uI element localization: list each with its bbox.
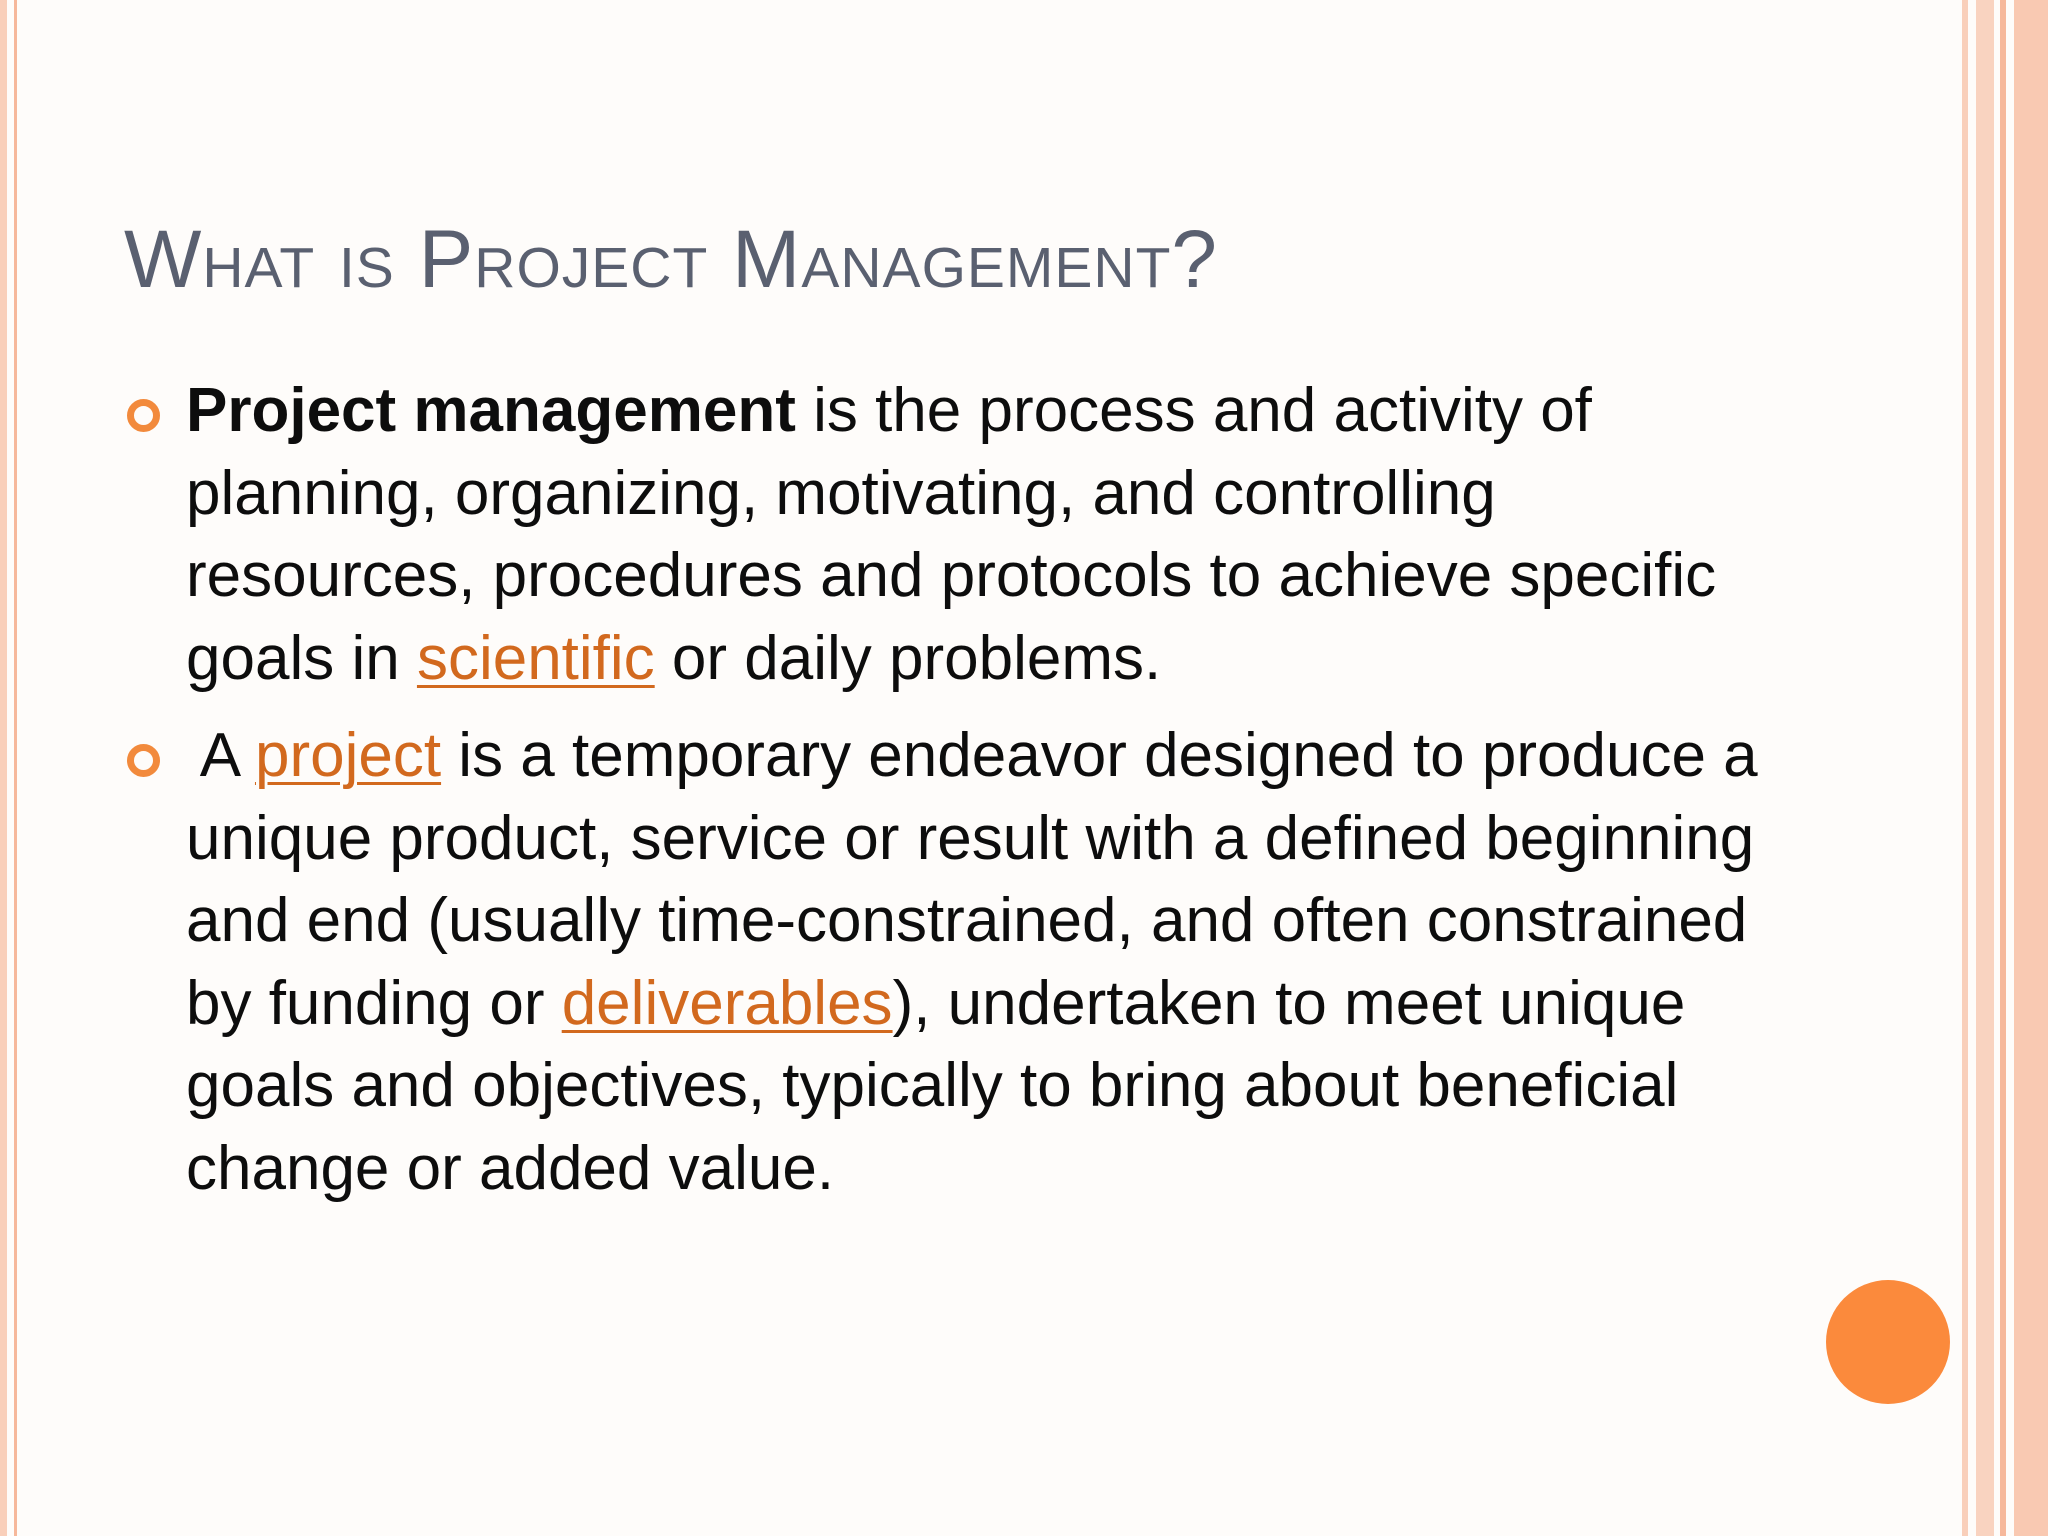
right-border-stripe bbox=[1962, 0, 1968, 1536]
right-border-stripe bbox=[2014, 0, 2048, 1536]
bullet-text: ), undertaken to meet unique goals and objectives, typically to bring about beneficial change or added value. bbox=[186, 968, 1686, 1203]
link-project[interactable]: project bbox=[254, 721, 442, 790]
slide-title: What is Project Management? bbox=[124, 214, 1219, 305]
bullet-item bbox=[124, 715, 1784, 1210]
bullet-text: is a temporary endeavor designed to produce a unique product, service or result with a defined beginning and end (usually time-constrained, and often constrained by funding or bbox=[186, 721, 1758, 1038]
circle-bullet-icon bbox=[127, 744, 160, 777]
slide-body bbox=[124, 370, 1784, 1210]
bold-term: Project management bbox=[186, 376, 796, 445]
bullet-item bbox=[124, 370, 1784, 700]
orange-circle-decoration bbox=[1826, 1280, 1950, 1404]
right-border-stripe bbox=[1976, 0, 1994, 1536]
left-border-line bbox=[0, 0, 7, 1536]
bullet-text: or daily problems. bbox=[654, 623, 1162, 693]
link-scientific[interactable]: scientific bbox=[416, 623, 655, 693]
left-border-line-thin bbox=[14, 0, 17, 1536]
link-deliverables[interactable]: deliverables bbox=[561, 968, 893, 1038]
circle-bullet-icon bbox=[127, 399, 160, 432]
bullet-text: is the process and activity of planning, organizing, motivating, and controlling resources, procedures and protocols to achieve specific goals in bbox=[186, 376, 1717, 693]
bullet-text: A bbox=[186, 721, 255, 790]
right-border-stripe bbox=[2000, 0, 2006, 1536]
